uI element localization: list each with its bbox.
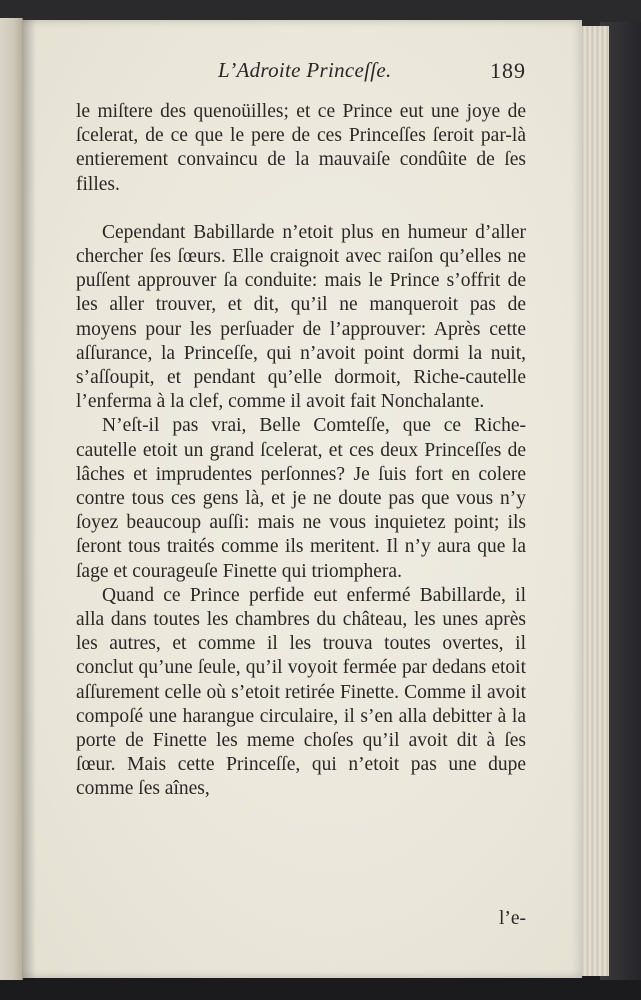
page-stack-edges <box>578 26 609 976</box>
left-page-edge <box>0 18 23 980</box>
page-number: 189 <box>490 58 526 83</box>
paragraph-3: N’eſt-il pas vrai, Belle Comteſſe, que ce Riche-cautelle etoit un grand ſcelerat, et ces deux Princeſſes de lâches et imprudentes perſonnes? Je ſuis fort en colere contre tous ces gens là, et je ne doute pas que vous n’y ſoyez beaucoup auſſi: mais ne vous inquietez point; ils ſeront tous traités comme ils meritent. Il n’y aura que la ſage et courageuſe Finette qui triomphera. <box>76 415 526 582</box>
paragraph-1: le miſtere des quenoüilles; et ce Prince eut une joye de ſcelerat, de ce que le pere de ces Princeſſes ſeroit par-là entierement convaincu de la mauvaiſe condûite de ſes filles. <box>76 101 526 195</box>
running-head <box>76 58 526 88</box>
gutter-shadow <box>22 20 36 978</box>
running-title: L’Adroite Princeſſe. <box>218 58 392 82</box>
book-page <box>22 20 582 978</box>
paragraph-4: Quand ce Prince perfide eut enfermé Babillarde, il alla dans toutes les chambres du château, les unes après les autres, et comme il les trouva toutes overtes, il conclut qu’une ſeule, qu’il voyoit fermée par dedans etoit aſſurement celle où s’etoit retirée Finette. Comme il avoit compoſé une harangue circulaire, il s’en alla debitter à la porte de Finette les meme choſes qu’il avoit dit à ſes ſœur. Mais cette Princeſſe, qui n’etoit pas une dupe comme ſes aînes, <box>76 584 526 800</box>
paragraph-2: Cependant Babillarde n’etoit plus en humeur d’aller chercher ſes ſœurs. Elle craignoit avec raiſon qu’elles ne puſſent approuver ſa conduite: mais le Prince s’offrit de les aller trouver, et dit, qu’il ne manqueroit pas de moyens pour les perſuader de l’approuver: Après cette aſſurance, la Princeſſe, qui n’avoit point dormi la nuit, s’aſſoupit, et pendant qu’elle dormoit, Riche-cautelle l’enferma à la clef, comme il avoit fait Nonchalante. <box>76 221 526 413</box>
body-text <box>76 100 526 802</box>
catchword: l’e- <box>498 908 526 929</box>
